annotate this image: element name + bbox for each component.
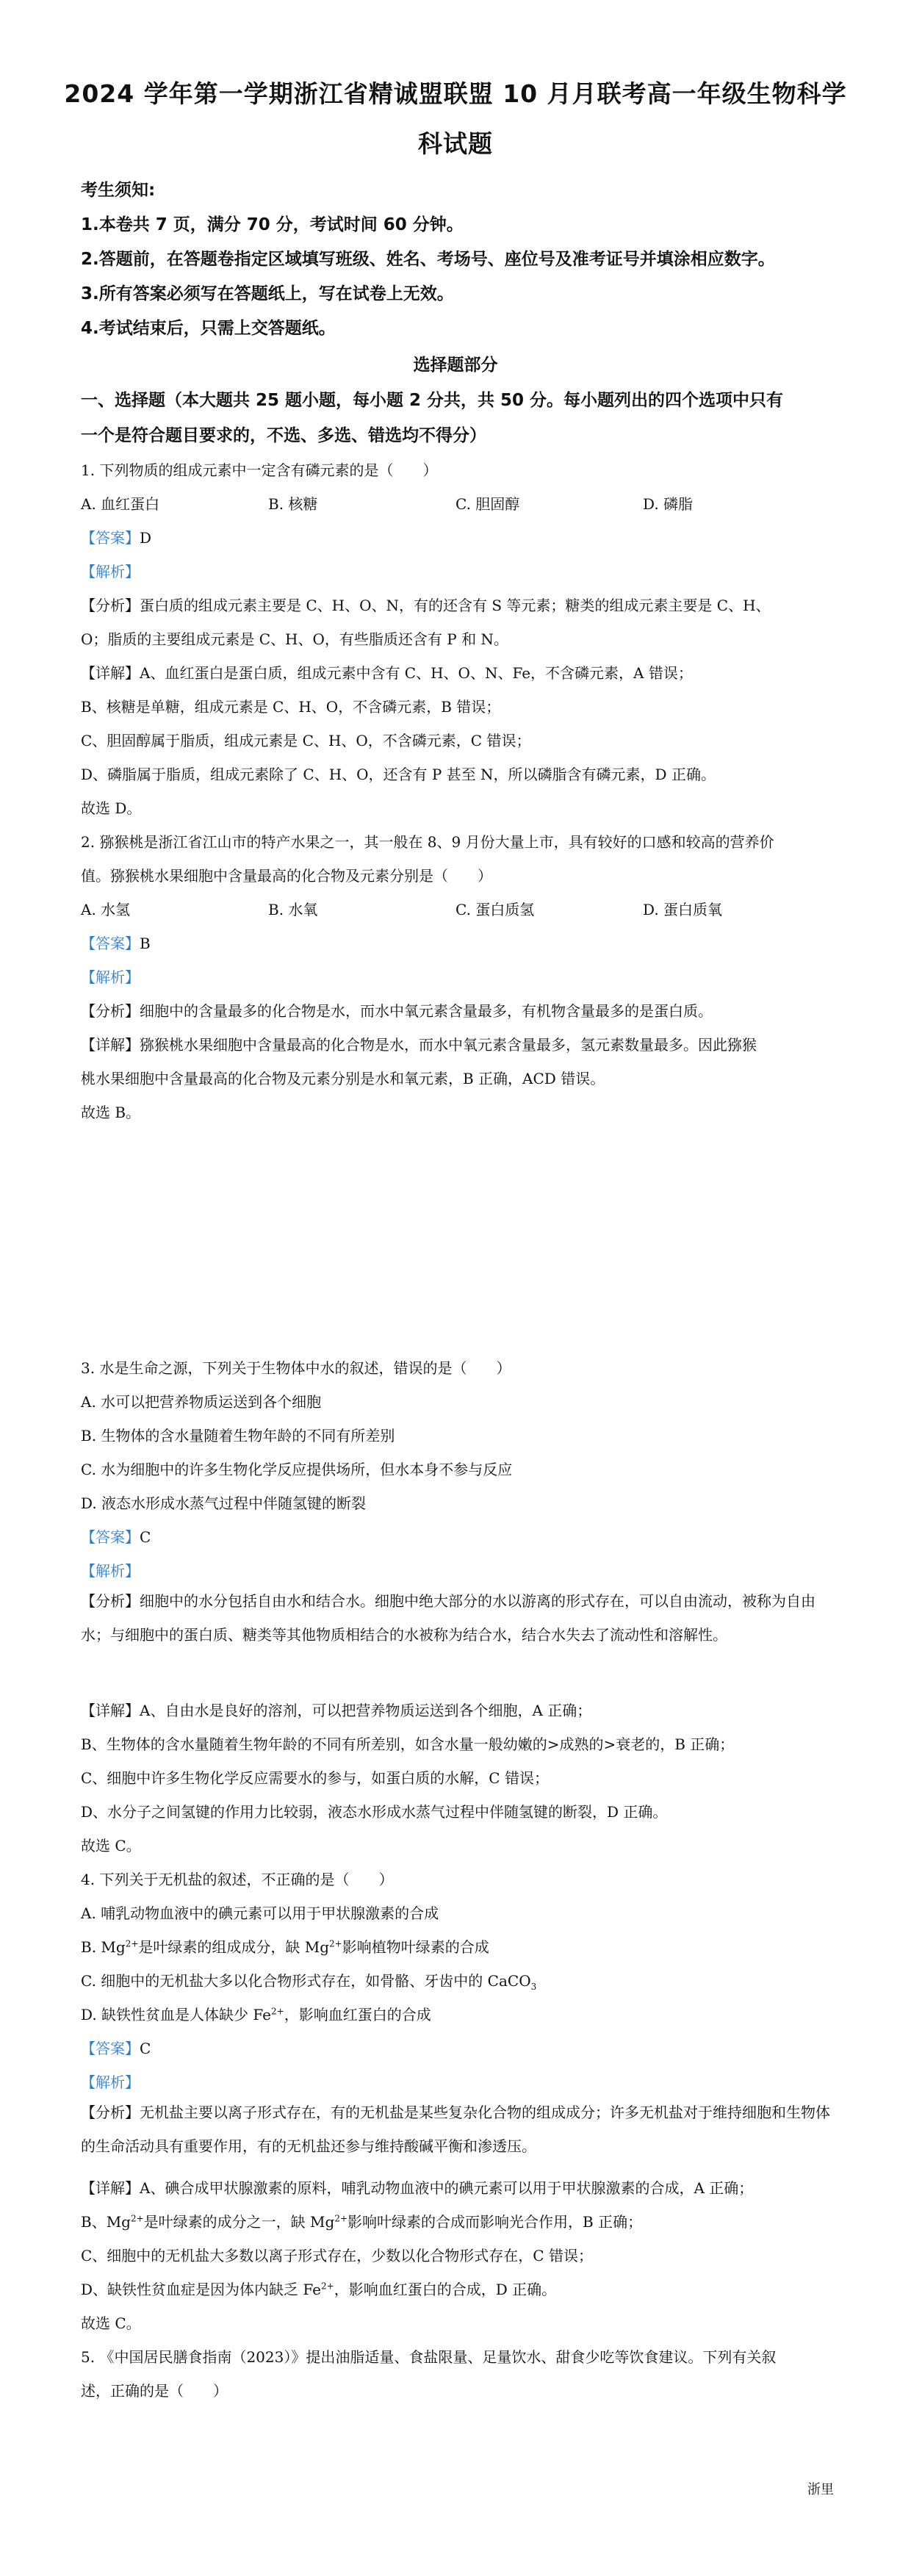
q2-option-c: C. 蛋白质氢 xyxy=(455,901,535,918)
q2-analysis-line-4: 故选 B。 xyxy=(81,1104,141,1121)
q1-option-a: A. 血红蛋白 xyxy=(81,495,160,513)
answer-tag: 【答案】 xyxy=(81,1528,140,1546)
notice-item-3: 3.所有答案必须写在答题纸上，写在试卷上无效。 xyxy=(81,284,454,303)
answer-tag: 【答案】 xyxy=(81,529,140,547)
q4-option-d xyxy=(81,2003,431,2024)
q4-option-c-text: C. 细胞中的无机盐大多以化合物形式存在，如骨骼、牙齿中的 CaCO xyxy=(81,1972,531,1990)
q4-option-c-sub: 3 xyxy=(530,1982,537,1992)
q3-analysis-paragraph: 【分析】细胞中的水分包括自由水和结合水。细胞中绝大部分的水以游离的形式存在，可以自由流动，被称为自由水；与细胞中的蛋白质、糖类等其他物质相结合的水被称为结合水，结合水失去了流动性和溶解性。 xyxy=(81,1592,815,1644)
q4-detail-b-text-2: 是叶绿素的成分之一，缺 Mg xyxy=(143,2213,335,2231)
q2-analysis-line-1: 【分析】细胞中的含量最多的化合物是水，而水中氧元素含量最多，有机物含量最多的是蛋白质。 xyxy=(81,1002,713,1020)
answer-tag: 【答案】 xyxy=(81,2040,140,2057)
q2-answer-value: B xyxy=(140,935,151,952)
q2-analysis-tag: 【解析】 xyxy=(81,968,140,986)
q4-analysis-paragraph: 【分析】无机盐主要以离子形式存在，有的无机盐是某些复杂化合物的组成成分；许多无机盐对于维持细胞和生物体的生命活动具有重要作用，有的无机盐还参与维持酸碱平衡和渗透压。 xyxy=(81,2104,830,2155)
q4-detail-d xyxy=(81,2278,556,2299)
notice-item-4: 4.考试结束后，只需上交答题纸。 xyxy=(81,319,336,338)
q4-stem: 4. 下列关于无机盐的叙述，不正确的是（ ） xyxy=(81,1871,394,1888)
q3-option-d: D. 液态水形成水蒸气过程中伴随氢键的断裂 xyxy=(81,1494,367,1512)
q2-analysis-line-3: 桃水果细胞中含量最高的化合物及元素分别是水和氧元素，B 正确，ACD 错误。 xyxy=(81,1070,605,1087)
q2-analysis-line-2: 【详解】猕猴桃水果细胞中含量最高的化合物是水，而水中氧元素含量最多，氢元素数量最多。因此猕猴 xyxy=(81,1036,757,1054)
q4-detail-b-text-3: 影响叶绿素的合成而影响光合作用，B 正确； xyxy=(348,2213,643,2231)
q1-option-d: D. 磷脂 xyxy=(643,495,694,513)
q3-detail-line-4: D、水分子之间氢键的作用力比较弱，液态水形成水蒸气过程中伴随氢键的断裂，D 正确。 xyxy=(81,1803,668,1821)
q4-option-b xyxy=(81,1935,489,1957)
q4-detail-b-sup-2: 2+ xyxy=(334,2213,348,2224)
q1-analysis-line-5: C、胆固醇属于脂质，组成元素是 C、H、O，不含磷元素，C 错误； xyxy=(81,732,531,749)
q3-stem: 3. 水是生命之源，下列关于生物体中水的叙述，错误的是（ ） xyxy=(81,1359,511,1377)
q2-option-b: B. 水氧 xyxy=(268,901,318,918)
q4-option-b-sup-2: 2+ xyxy=(329,1938,342,1949)
q4-answer xyxy=(81,2037,151,2058)
q3-detail-line-3: C、细胞中许多生物化学反应需要水的参与，如蛋白质的水解，C 错误； xyxy=(81,1769,549,1787)
q4-detail-b xyxy=(81,2210,642,2231)
q2-stem-line-1: 2. 猕猴桃是浙江省江山市的特产水果之一，其一般在 8、9 月份大量上市，具有较好的口感和较高的营养价 xyxy=(81,833,774,851)
q1-option-c: C. 胆固醇 xyxy=(455,495,520,513)
q3-analysis-tag: 【解析】 xyxy=(81,1562,140,1580)
q3-detail-line-5: 故选 C。 xyxy=(81,1837,141,1854)
q4-option-a: A. 哺乳动物血液中的碘元素可以用于甲状腺激素的合成 xyxy=(81,1904,439,1922)
q4-detail-c: C、细胞中的无机盐大多数以离子形式存在，少数以化合物形式存在，C 错误； xyxy=(81,2247,593,2264)
q5-stem-line-2: 述，正确的是（ ） xyxy=(81,2382,228,2400)
q4-option-b-text-3: 影响植物叶绿素的合成 xyxy=(342,1938,489,1956)
q4-option-d-text-2: ，影响血红蛋白的合成 xyxy=(284,2006,431,2023)
q4-option-b-text-2: 是叶绿素的组成成分，缺 Mg xyxy=(138,1938,330,1956)
q4-analysis-tag: 【解析】 xyxy=(81,2073,140,2091)
q3-answer-value: C xyxy=(140,1528,151,1546)
q1-analysis-tag: 【解析】 xyxy=(81,563,140,580)
q2-option-a: A. 水氢 xyxy=(81,901,131,918)
q4-answer-value: C xyxy=(140,2040,151,2057)
q3-detail-line-2: B、生物体的含水量随着生物年龄的不同有所差别，如含水量一般幼嫩的>成熟的>衰老的，B 正确； xyxy=(81,1735,735,1753)
q4-detail-b-text-1: B、Mg xyxy=(81,2213,131,2231)
q4-detail-d-text-1: D、缺铁性贫血症是因为体内缺乏 Fe xyxy=(81,2281,322,2298)
notice-item-2: 2.答题前，在答题卷指定区域填写班级、姓名、考场号、座位号及准考证号并填涂相应数字。 xyxy=(81,250,775,269)
q1-option-b: B. 核糖 xyxy=(268,495,318,513)
footer-mark: 浙里 xyxy=(807,2482,834,2497)
notice-heading: 考生须知: xyxy=(81,181,156,200)
section-instruction-line-2: 一个是符合题目要求的，不选、多选、错选均不得分） xyxy=(81,426,486,445)
q4-detail-d-sup: 2+ xyxy=(321,2281,334,2292)
q1-stem: 1. 下列物质的组成元素中一定含有磷元素的是（ ） xyxy=(81,461,438,479)
q1-answer xyxy=(81,526,151,547)
q3-option-a: A. 水可以把营养物质运送到各个细胞 xyxy=(81,1393,322,1411)
q4-option-c xyxy=(81,1969,536,1992)
exam-title-line-2: 科试题 xyxy=(418,129,493,158)
q4-option-d-sup: 2+ xyxy=(271,2006,284,2017)
q2-stem-line-2: 值。猕猴桃水果细胞中含量最高的化合物及元素分别是（ ） xyxy=(81,867,492,885)
q4-detail-a: 【详解】A、碘合成甲状腺激素的原料，哺乳动物血液中的碘元素可以用于甲状腺激素的合成，A 正确； xyxy=(81,2179,754,2197)
q1-analysis-line-6: D、磷脂属于脂质，组成元素除了 C、H、O，还含有 P 甚至 N，所以磷脂含有磷元素，D 正确。 xyxy=(81,766,716,783)
q3-answer xyxy=(81,1525,151,1547)
q4-detail-b-sup-1: 2+ xyxy=(130,2213,144,2224)
section-heading: 选择题部分 xyxy=(413,356,498,375)
section-instruction-line-1: 一、选择题（本大题共 25 题小题，每小题 2 分共，共 50 分。每小题列出的四个选项中只有 xyxy=(81,391,784,410)
q3-option-c: C. 水为细胞中的许多生物化学反应提供场所，但水本身不参与反应 xyxy=(81,1461,513,1478)
q1-answer-value: D xyxy=(140,529,152,547)
q4-conclusion: 故选 C。 xyxy=(81,2314,141,2332)
q4-detail-d-text-2: ，影响血红蛋白的合成，D 正确。 xyxy=(334,2281,557,2298)
q1-analysis-line-4: B、核糖是单糖，组成元素是 C、H、O，不含磷元素，B 错误； xyxy=(81,698,501,716)
q5-stem-line-1: 5. 《中国居民膳食指南（2023）》提出油脂适量、食盐限量、足量饮水、甜食少吃等饮食建议。下列有关叙 xyxy=(81,2348,777,2366)
q4-option-d-text-1: D. 缺铁性贫血是人体缺少 Fe xyxy=(81,2006,272,2023)
q4-option-b-text-1: B. Mg xyxy=(81,1938,126,1956)
q2-answer xyxy=(81,932,151,953)
q1-analysis-line-7: 故选 D。 xyxy=(81,799,142,817)
exam-title-line-1: 2024 学年第一学期浙江省精诚盟联盟 10 月月联考高一年级生物科学 xyxy=(64,79,847,108)
q3-detail-line-1: 【详解】A、自由水是良好的溶剂，可以把营养物质运送到各个细胞，A 正确； xyxy=(81,1702,592,1719)
answer-tag: 【答案】 xyxy=(81,935,140,952)
notice-item-1: 1.本卷共 7 页，满分 70 分，考试时间 60 分钟。 xyxy=(81,215,464,234)
q1-analysis-line-3: 【详解】A、血红蛋白是蛋白质，组成元素中含有 C、H、O、N、Fe，不含磷元素，A 错误； xyxy=(81,664,693,682)
q2-option-d: D. 蛋白质氧 xyxy=(643,901,723,918)
q1-analysis-line-1: 【分析】蛋白质的组成元素主要是 C、H、O、N，有的还含有 S 等元素；糖类的组成元素主要是 C、H、 xyxy=(81,597,771,614)
q3-option-b: B. 生物体的含水量随着生物年龄的不同有所差别 xyxy=(81,1427,395,1444)
q4-option-b-sup-1: 2+ xyxy=(125,1938,139,1949)
q1-analysis-line-2: O；脂质的主要组成元素是 C、H、O，有些脂质还含有 P 和 N。 xyxy=(81,630,508,648)
